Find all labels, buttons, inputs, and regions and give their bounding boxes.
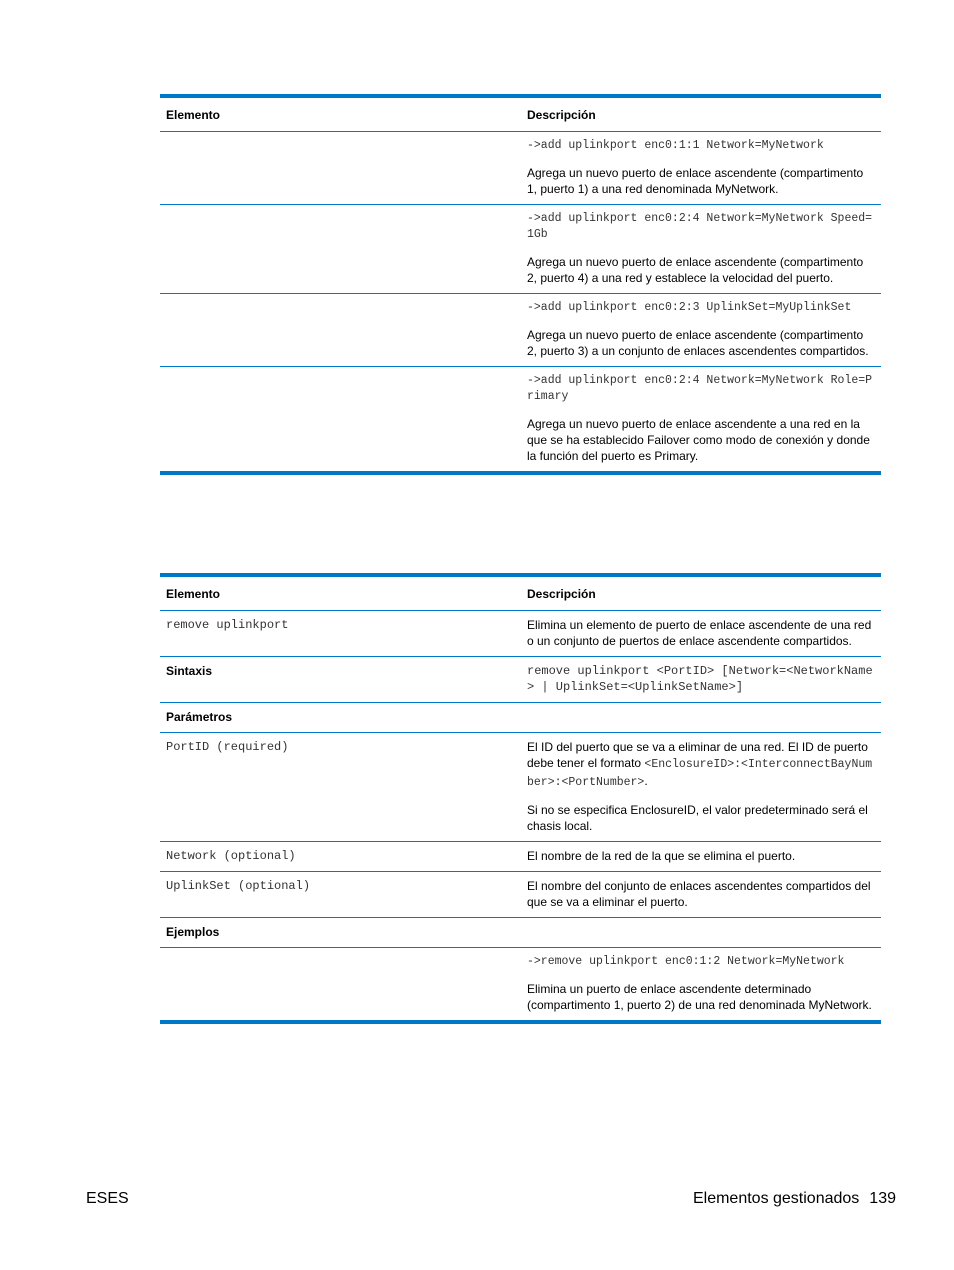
description-cell xyxy=(521,367,881,474)
param-description-intro: El ID del puerto que se va a eliminar de una red. El ID de puerto debe tener el formato xyxy=(527,740,868,770)
empty-cell xyxy=(521,918,881,948)
example-description: Agrega un nuevo puerto de enlace ascendente (compartimento 2, puerto 3) a un conjunto de enlaces ascendentes compartidos. xyxy=(527,328,869,358)
column-header-description: Descripción xyxy=(521,96,881,132)
add-uplinkport-examples-table xyxy=(160,94,881,475)
table-row xyxy=(160,294,881,367)
empty-cell xyxy=(160,948,521,1023)
examples-label: Ejemplos xyxy=(160,918,521,948)
syntax-label: Sintaxis xyxy=(160,657,521,703)
table-row xyxy=(160,367,881,474)
table-row-param-uplinkset xyxy=(160,872,881,918)
syntax-code: remove uplinkport <PortID> [Network=<NetworkName> | UplinkSet=<UplinkSetName>] xyxy=(521,657,881,703)
example-command: ->remove uplinkport enc0:1:2 Network=MyNetwork xyxy=(527,955,845,968)
column-header-element: Elemento xyxy=(160,96,521,132)
footer-section-title: Elementos gestionados xyxy=(692,1190,860,1207)
empty-cell xyxy=(521,703,881,733)
param-description xyxy=(521,733,881,842)
param-name: PortID (required) xyxy=(160,733,521,842)
command-description: Elimina un elemento de puerto de enlace ascendente de una red o un conjunto de puertos de enlace ascendente compartidos. xyxy=(521,611,881,657)
example-description: Agrega un nuevo puerto de enlace ascendente (compartimento 2, puerto 4) a una red y establece la velocidad del puerto. xyxy=(527,255,864,285)
table-row xyxy=(160,132,881,205)
footer-page-info xyxy=(693,1190,896,1208)
column-header-element: Elemento xyxy=(160,575,521,611)
param-description: El nombre del conjunto de enlaces ascendentes compartidos del que se va a eliminar el puerto. xyxy=(521,872,881,918)
table-row-example xyxy=(160,948,881,1023)
example-command: ->add uplinkport enc0:2:4 Network=MyNetwork Role=Primary xyxy=(527,374,873,403)
column-header-description: Descripción xyxy=(521,575,881,611)
example-command: ->add uplinkport enc0:1:1 Network=MyNetwork xyxy=(527,139,824,152)
element-cell xyxy=(160,367,521,474)
param-note: Si no se especifica EnclosureID, el valor predeterminado será el chasis local. xyxy=(527,803,868,833)
param-name: UplinkSet (optional) xyxy=(160,872,521,918)
element-cell xyxy=(160,205,521,294)
example-description: Agrega un nuevo puerto de enlace ascendente a una red en la que se ha establecido Failover como modo de conexión y donde la función del puerto es Primary. xyxy=(527,417,870,463)
param-description: El nombre de la red de la que se elimina el puerto. xyxy=(521,842,881,872)
example-cell xyxy=(521,948,881,1023)
example-command: ->add uplinkport enc0:2:3 UplinkSet=MyUplinkSet xyxy=(527,301,852,314)
param-name: Network (optional) xyxy=(160,842,521,872)
description-cell xyxy=(521,132,881,205)
command-name: remove uplinkport xyxy=(160,611,521,657)
remove-uplinkport-table xyxy=(160,573,881,1024)
param-description-text xyxy=(527,739,875,791)
table-row-param-network xyxy=(160,842,881,872)
table-header-row xyxy=(160,575,881,611)
example-description: Agrega un nuevo puerto de enlace ascendente (compartimento 1, puerto 1) a una red denominada MyNetwork. xyxy=(527,166,864,196)
footer-language-code: ESES xyxy=(86,1190,129,1207)
table-header-row xyxy=(160,96,881,132)
table-row-remove-command xyxy=(160,611,881,657)
port-format-code: <EnclosureID>:<InterconnectBayNumber>:<PortNumber> xyxy=(527,758,873,789)
description-cell xyxy=(521,205,881,294)
table-row-parameters-heading xyxy=(160,703,881,733)
description-cell xyxy=(521,294,881,367)
example-description: Elimina un puerto de enlace ascendente determinado (compartimento 1, puerto 2) de una red denominada MyNetwork. xyxy=(527,982,872,1012)
param-description-end: . xyxy=(644,774,648,788)
page-number: 139 xyxy=(869,1190,896,1207)
parameters-label: Parámetros xyxy=(160,703,521,733)
element-cell xyxy=(160,294,521,367)
table-row-examples-heading xyxy=(160,918,881,948)
table-row xyxy=(160,205,881,294)
table-row-syntax xyxy=(160,657,881,703)
table-row-param-portid xyxy=(160,733,881,842)
example-command: ->add uplinkport enc0:2:4 Network=MyNetwork Speed=1Gb xyxy=(527,212,873,241)
element-cell xyxy=(160,132,521,205)
